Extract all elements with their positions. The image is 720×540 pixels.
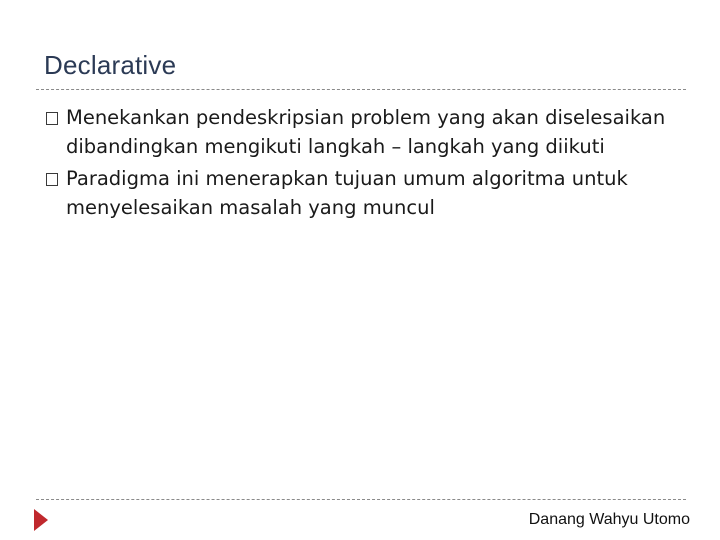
title-divider [36, 89, 686, 90]
footer-author: Danang Wahyu Utomo [528, 511, 690, 528]
bullet-list [44, 103, 684, 225]
bullet-item [44, 103, 684, 161]
bullet-text: Paradigma ini menerapkan tujuan umum algoritma untuk menyelesaikan masalah yang muncul [66, 167, 628, 219]
square-bullet-icon [46, 173, 58, 186]
bullet-text: Menekankan pendeskripsian problem yang akan diselesaikan dibandingkan mengikuti langkah – langkah yang diikuti [66, 106, 666, 158]
square-bullet-icon [46, 112, 58, 125]
slide-title: Declarative [44, 50, 177, 80]
triangle-arrow-icon [34, 509, 48, 531]
bullet-item [44, 164, 684, 222]
footer-divider [36, 499, 686, 500]
